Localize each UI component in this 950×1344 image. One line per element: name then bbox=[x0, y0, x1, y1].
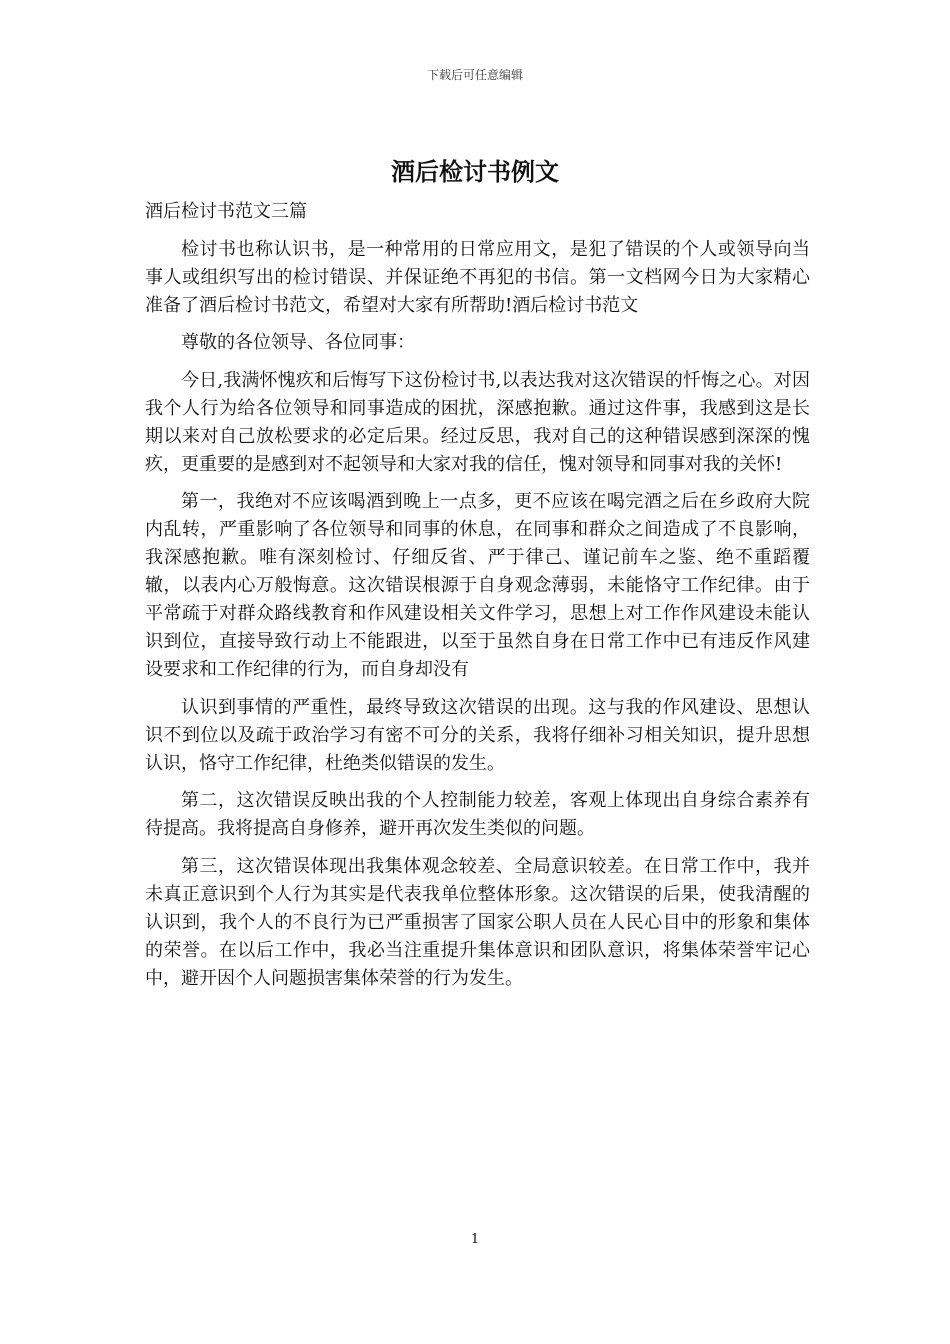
paragraph: 尊敬的各位领导、各位同事： bbox=[181, 332, 415, 353]
paragraph: 第二，这次错误反映出我的个人控制能力较差，客观上体现出自身综合素养有待提高。我将提高自身修养，避开再次发生类似的问题。 bbox=[145, 790, 810, 839]
paragraph: 酒后检讨书范文三篇 bbox=[145, 201, 307, 222]
paragraph: 第三，这次错误体现出我集体观念较差、全局意识较差。在日常工作中，我并未真正意识到个人行为其实是代表我单位整体形象。这次错误的后果，使我清醒的认识到，我个人的不良行为已严重损害了国家公职人员在人民心目中的形象和集体的荣誉。在以后工作中，我必当注重提升集体意识和团队意识，将集体荣誉牢记心中，避开因个人问题损害集体荣誉的行为发生。 bbox=[145, 855, 810, 989]
paragraph: 认识到事情的严重性，最终导致这次错误的出现。这与我的作风建设、思想认识不到位以及疏于政治学习有密不可分的关系，我将仔细补习相关知识，提升思想认识，恪守工作纪律，杜绝类似错误的发生。 bbox=[145, 696, 810, 774]
document-title: 酒后检讨书例文 bbox=[391, 157, 559, 186]
page-number: 1 bbox=[470, 1232, 480, 1247]
paragraph: 第一，我绝对不应该喝酒到晚上一点多，更不应该在喝完酒之后在乡政府大院内乱转，严重影响了各位领导和同事的休息，在同事和群众之间造成了不良影响，我深感抱歉。唯有深刻检讨、仔细反省、严于律己、谨记前车之鉴、绝不重蹈覆辙，以表内心万般悔意。这次错误根源于自身观念薄弱，未能恪守工作纪律。由于平常疏于对群众路线教育和作风建设相关文件学习，思想上对工作作风建设未能认识到位，直接导致行动上不能跟进，以至于虽然自身在日常工作中已有违反作风建设要求和工作纪律的行为，而自身却没有 bbox=[145, 491, 810, 680]
paragraph: 今日,我满怀愧疚和后悔写下这份检讨书,以表达我对这次错误的忏悔之心。对因我个人行为给各位领导和同事造成的困扰，深感抱歉。通过这件事，我感到这是长期以来对自己放松要求的必定后果。经过反思，我对自己的这种错误感到深深的愧疚，更重要的是感到对不起领导和大家对我的信任，愧对领导和同事对我的关怀! bbox=[145, 369, 810, 475]
header-note: 下载后可任意编辑 bbox=[426, 68, 523, 82]
paragraph: 检讨书也称认识书，是一种常用的日常应用文，是犯了错误的个人或领导向当事人或组织写出的检讨错误、并保证绝不再犯的书信。第一文档网今日为大家精心准备了酒后检讨书范文，希望对大家有所帮助!酒后检讨书范文 bbox=[145, 238, 810, 316]
document-body bbox=[145, 198, 810, 1002]
